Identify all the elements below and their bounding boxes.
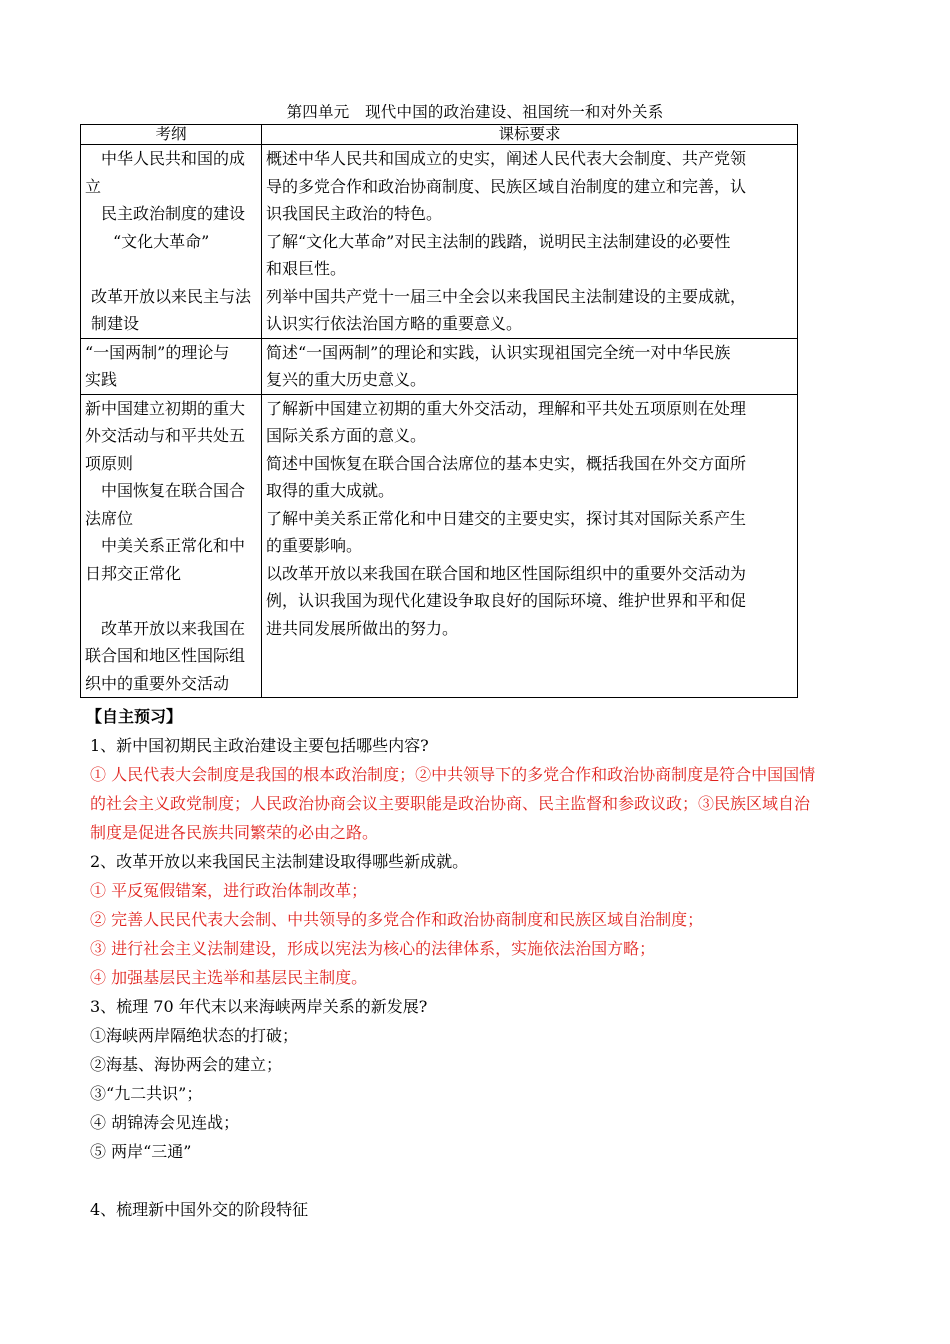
requirements-cell bbox=[262, 394, 798, 698]
requirement-line: 例，认识我国为现代化建设争取良好的国际环境、维护世界和平和促 bbox=[266, 591, 747, 610]
requirement-line: 了解“文化大革命”对民主法制的践踏，说明民主法制建设的必要性 bbox=[266, 231, 731, 251]
outline-line: 实践 bbox=[85, 370, 118, 389]
requirement-line: 复兴的重大历史意义。 bbox=[266, 370, 427, 389]
requirement-line: 导的多党合作和政治协商制度、民族区域自治制度的建立和完善，认 bbox=[266, 176, 747, 196]
outline-line: 法席位 bbox=[85, 508, 134, 528]
table-header-row bbox=[81, 125, 798, 145]
outline-line: 改革开放以来民主与法 bbox=[91, 286, 252, 306]
requirement-line: 以改革开放以来我国在联合国和地区性国际组织中的重要外交活动为 bbox=[266, 563, 747, 583]
table-row bbox=[81, 338, 798, 394]
outline-line: “一国两制”的理论与 bbox=[85, 342, 230, 362]
requirement-line: 国际关系方面的意义。 bbox=[266, 426, 427, 445]
answer-line: ①海峡两岸隔绝状态的打破； bbox=[90, 1026, 299, 1045]
answer-line: ④ 加强基层民主选举和基层民主制度。 bbox=[90, 968, 368, 987]
header-outline: 考纲 bbox=[81, 125, 262, 145]
answer-line: ⑤ 两岸“三通” bbox=[90, 1142, 192, 1161]
answer-line: 的社会主义政党制度；人民政治协商会议主要职能是政治协商、民主监督和参政议政；③民族区域自治 bbox=[90, 794, 811, 813]
answer-line: ② 完善人民民代表大会制、中共领导的多党合作和政治协商制度和民族区域自治制度； bbox=[90, 910, 704, 929]
requirement-line: 了解新中国建立初期的重大外交活动，理解和平共处五项原则在处理 bbox=[266, 398, 747, 418]
requirements-cell bbox=[262, 338, 798, 394]
outline-line: 项原则 bbox=[85, 453, 134, 473]
question-1: 1、新中国初期民主政治建设主要包括哪些内容? bbox=[90, 736, 429, 755]
answer-line: ③“九二共识”； bbox=[90, 1084, 203, 1103]
requirement-line: 和艰巨性。 bbox=[266, 259, 347, 278]
table-row bbox=[81, 145, 798, 339]
requirement-line: 识我国民主政治的特色。 bbox=[266, 204, 443, 223]
outline-cell bbox=[81, 145, 262, 339]
answer-line: ④ 胡锦涛会见连战； bbox=[90, 1113, 240, 1132]
outline-cell bbox=[81, 394, 262, 698]
outline-line: 制建设 bbox=[91, 314, 140, 333]
answer-line: ②海基、海协两会的建立； bbox=[90, 1055, 283, 1074]
requirement-line: 取得的重大成就。 bbox=[266, 481, 395, 500]
outline-cell bbox=[81, 338, 262, 394]
syllabus-table bbox=[80, 124, 798, 698]
requirement-line: 简述中国恢复在联合国合法席位的基本史实，概括我国在外交方面所 bbox=[266, 453, 747, 473]
outline-line: 联合国和地区性国际组 bbox=[85, 646, 246, 665]
page-title: 第四单元 现代中国的政治建设、祖国统一和对外关系 bbox=[286, 103, 664, 121]
answer-line: ① 人民代表大会制度是我国的根本政治制度；②中共领导下的多党合作和政治协商制度是符合中国国情 bbox=[90, 765, 816, 784]
table-row bbox=[81, 394, 798, 698]
requirement-line: 列举中国共产党十一届三中全会以来我国民主法制建设的主要成就， bbox=[266, 286, 747, 306]
outline-line: 新中国建立初期的重大 bbox=[85, 398, 246, 418]
requirements-cell bbox=[262, 145, 798, 339]
requirement-line: 简述“一国两制”的理论和实践，认识实现祖国完全统一对中华民族 bbox=[266, 342, 731, 362]
outline-line: 立 bbox=[85, 176, 102, 196]
requirement-line: 的重要影响。 bbox=[266, 536, 363, 555]
outline-line: 中国恢复在联合国合 bbox=[101, 481, 246, 500]
outline-line: 改革开放以来我国在 bbox=[101, 618, 246, 638]
answer-line: ③ 进行社会主义法制建设，形成以宪法为核心的法律体系，实施依法治国方略； bbox=[90, 939, 656, 958]
self-preview-section bbox=[80, 702, 880, 1224]
requirement-line: 概述中华人民共和国成立的史实，阐述人民代表大会制度、共产党领 bbox=[266, 149, 747, 168]
requirement-line: 了解中美关系正常化和中日建交的主要史实，探讨其对国际关系产生 bbox=[266, 508, 747, 528]
outline-line: 中美关系正常化和中 bbox=[101, 536, 246, 555]
outline-line: 织中的重要外交活动 bbox=[85, 673, 230, 693]
question-3: 3、梳理 70 年代末以来海峡两岸关系的新发展? bbox=[90, 997, 428, 1016]
outline-line: “文化大革命” bbox=[113, 231, 210, 251]
answer-line: ① 平反冤假错案，进行政治体制改革； bbox=[90, 881, 368, 900]
outline-line bbox=[85, 255, 257, 283]
outline-line: 外交活动与和平共处五 bbox=[85, 426, 246, 445]
question-2: 2、改革开放以来我国民主法制建设取得哪些新成就。 bbox=[90, 852, 469, 871]
spacer bbox=[80, 1166, 880, 1195]
answer-line: 制度是促进各民族共同繁荣的必由之路。 bbox=[90, 823, 379, 842]
requirement-line: 进共同发展所做出的努力。 bbox=[266, 618, 459, 638]
question-4: 4、梳理新中国外交的阶段特征 bbox=[90, 1200, 309, 1219]
section-heading: 【自主预习】 bbox=[86, 707, 183, 726]
outline-line bbox=[85, 587, 257, 615]
header-requirements: 课标要求 bbox=[262, 125, 798, 145]
outline-line: 民主政治制度的建设 bbox=[101, 204, 246, 223]
requirement-line: 认识实行依法治国方略的重要意义。 bbox=[266, 314, 523, 333]
outline-line: 日邦交正常化 bbox=[85, 563, 182, 583]
outline-line: 中华人民共和国的成 bbox=[101, 149, 246, 168]
